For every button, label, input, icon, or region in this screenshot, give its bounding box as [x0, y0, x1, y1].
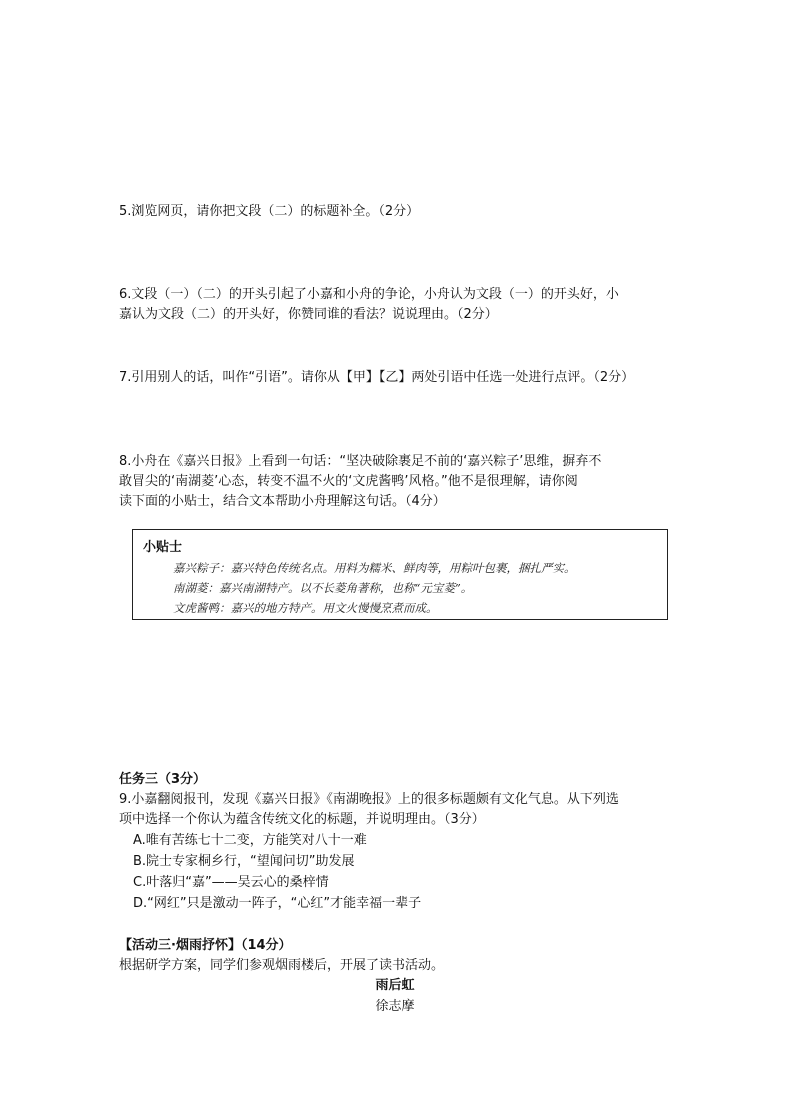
tip-zongzi: 嘉兴粽子：嘉兴特色传统名点。用料为糯米、鲜肉等，用粽叶包裹，捆扎严实。	[173, 561, 576, 575]
option-d: D.“网红”只是激动一阵子，“心红”才能幸福一辈子	[133, 896, 422, 911]
tips-title: 小贴士	[143, 540, 183, 555]
question-9-line-2: 项中选择一个你认为蕴含传统文化的标题，并说明理由。（3分）	[119, 812, 485, 827]
question-5: 5.浏览网页，请你把文段（二）的标题补全。（2分）	[119, 204, 420, 219]
tip-duck: 文虎酱鸭：嘉兴的地方特产。用文火慢慢烹煮而成。	[173, 601, 438, 615]
question-6-line-2: 嘉认为文段（二）的开头好，你赞同谁的看法？说说理由。（2分）	[119, 307, 498, 322]
option-a: A.唯有苦练七十二变，方能笑对八十一难	[133, 833, 367, 848]
option-c: C.叶落归“嘉”——吴云心的桑梓情	[133, 875, 329, 890]
tip-ling: 南湖菱：嘉兴南湖特产。以不长菱角著称，也称“元宝菱”。	[173, 581, 473, 595]
tips-box	[132, 529, 668, 620]
question-8-line-1: 8.小舟在《嘉兴日报》上看到一句话：“坚决破除裹足不前的‘嘉兴粽子’思维，摒弃不	[119, 454, 602, 469]
activity3-heading: 【活动三·烟雨抒怀】（14分）	[119, 938, 292, 953]
poem-author: 徐志摩	[375, 999, 415, 1014]
question-8-line-3: 读下面的小贴士，结合文本帮助小舟理解这句话。（4分）	[119, 494, 446, 509]
question-7: 7.引用别人的话，叫作“引语”。请你从【甲】【乙】两处引语中任选一处进行点评。（2分）	[119, 370, 635, 385]
option-b: B.院士专家桐乡行，“望闻问切”助发展	[133, 854, 355, 869]
question-9-line-1: 9.小嘉翻阅报刊，发现《嘉兴日报》《南湖晚报》上的很多标题颇有文化气息。从下列选	[119, 792, 619, 807]
activity3-intro: 根据研学方案，同学们参观烟雨楼后，开展了读书活动。	[119, 958, 445, 973]
question-8-line-2: 敢冒尖的‘南湖菱’心态，转变不温不火的‘文虎酱鸭’风格。”他不是很理解，请你阅	[119, 474, 578, 489]
question-6-line-1: 6.文段（一）（二）的开头引起了小嘉和小舟的争论，小舟认为文段（一）的开头好，小	[119, 287, 619, 302]
task3-heading: 任务三（3分）	[119, 772, 207, 787]
poem-title: 雨后虹	[375, 978, 415, 993]
